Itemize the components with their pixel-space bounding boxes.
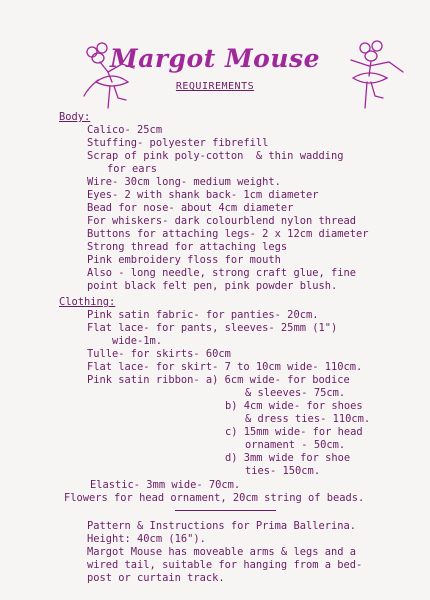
list-item: for ears xyxy=(107,163,158,175)
list-item: Tulle- for skirts- 60cm xyxy=(87,348,231,360)
list-item: Pink satin fabric- for panties- 20cm. xyxy=(87,309,319,321)
divider xyxy=(175,510,276,511)
list-item: Stuffing- polyester fibrefill xyxy=(87,137,269,149)
list-item: Flat lace- for skirt- 7 to 10cm wide- 110cm. xyxy=(87,361,363,373)
list-item: For whiskers- dark colourblend nylon thread xyxy=(87,215,356,227)
list-item: & dress ties- 110cm. xyxy=(245,413,371,425)
list-item: c) 15mm wide- for head xyxy=(225,426,363,438)
list-item: b) 4cm wide- for shoes xyxy=(225,400,363,412)
list-item: Flat lace- for pants, sleeves- 25mm (1") xyxy=(87,322,338,334)
footer-line: Height: 40cm (16"). xyxy=(87,533,206,545)
clothing-heading: Clothing: xyxy=(59,296,116,308)
list-item: Eyes- 2 with shank back- 1cm diameter xyxy=(87,189,319,201)
list-item: Strong thread for attaching legs xyxy=(87,241,288,253)
list-item: Flowers for head ornament, 20cm string of beads. xyxy=(64,492,365,504)
footer-line: Margot Mouse has moveable arms & legs and a xyxy=(87,546,356,558)
list-item: ornament - 50cm. xyxy=(245,439,346,451)
footer-line: Pattern & Instructions for Prima Ballerina. xyxy=(87,520,356,532)
page-title: Margot Mouse xyxy=(110,44,320,73)
list-item: Also - long needle, strong craft glue, fine xyxy=(87,267,356,279)
list-item: d) 3mm wide for shoe xyxy=(225,452,351,464)
list-item: Pink satin ribbon- a) 6cm wide- for bodice xyxy=(87,374,350,386)
footer-line: wired tail, suitable for hanging from a bed- xyxy=(87,559,363,571)
list-item: Calico- 25cm xyxy=(87,124,163,136)
footer-line: post or curtain track. xyxy=(87,572,225,584)
body-heading: Body: xyxy=(59,111,91,123)
list-item: point black felt pen, pink powder blush. xyxy=(87,280,338,292)
list-item: Bead for nose- about 4cm diameter xyxy=(87,202,294,214)
list-item: Elastic- 3mm wide- 70cm. xyxy=(90,479,241,491)
list-item: Wire- 30cm long- medium weight. xyxy=(87,176,281,188)
list-item: Pink embroidery floss for mouth xyxy=(87,254,281,266)
list-item: Scrap of pink poly-cotton & thin wadding xyxy=(87,150,344,162)
list-item: ties- 150cm. xyxy=(245,465,321,477)
section-subtitle: REQUIREMENTS xyxy=(175,81,255,92)
list-item: wide-1m. xyxy=(112,335,163,347)
list-item: Buttons for attaching legs- 2 x 12cm diameter xyxy=(87,228,369,240)
list-item: & sleeves- 75cm. xyxy=(245,387,346,399)
